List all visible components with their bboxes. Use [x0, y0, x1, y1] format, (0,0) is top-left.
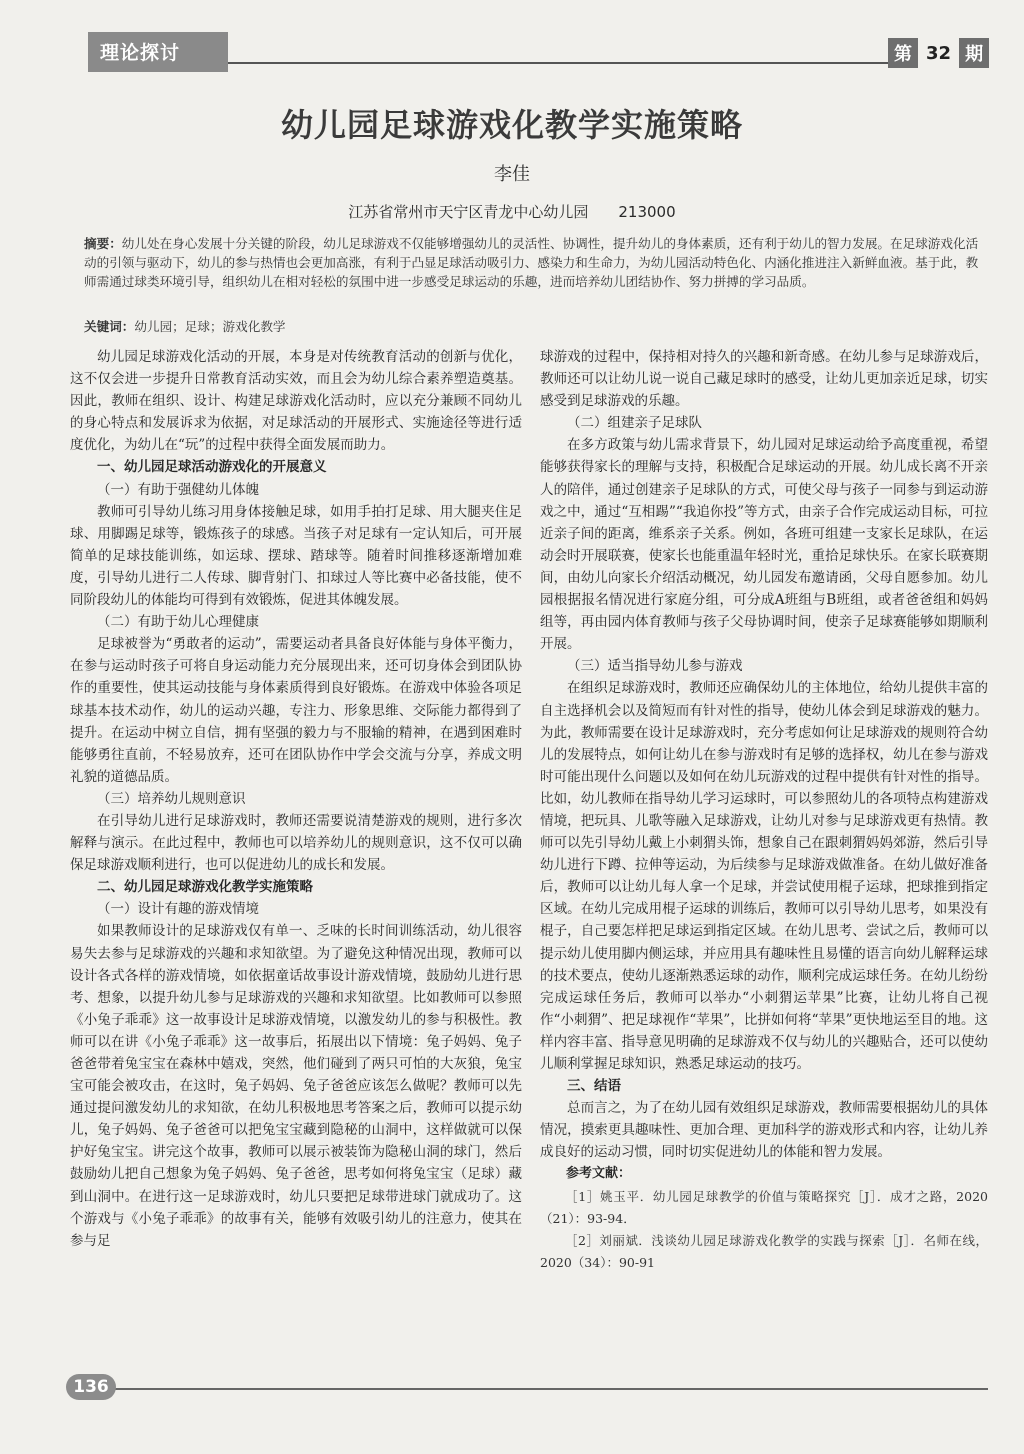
right-column	[540, 346, 988, 1274]
paragraph: 如果教师设计的足球游戏仅有单一、乏味的长时间训练活动，幼儿很容易失去参与足球游戏的兴趣和求知欲望。为了避免这种情况出现，教师可以设计各式各样的游戏情境，如依据童话故事设计游戏情境，鼓励幼儿进行思考、想象，以提升幼儿参与足球游戏的兴趣和求知欲望。比如教师可以参照《小兔子乖乖》这一故事设计足球游戏情境，以激发幼儿的参与积极性。教师可以在讲《小兔子乖乖》这一故事后，拓展出以下情境：兔子妈妈、兔子爸爸带着兔宝宝在森林中嬉戏，突然，他们碰到了两只可怕的大灰狼，兔宝宝可能会被攻击，在这时，兔子妈妈、兔子爸爸应该怎么做呢？教师可以先通过提问激发幼儿的求知欲，在幼儿积极地思考答案之后，教师可以提示幼儿，兔子妈妈、兔子爸爸可以把兔宝宝藏到隐秘的山洞中，这样做就可以保护好兔宝宝。讲完这个故事，教师可以展示被装饰为隐秘山洞的球门，然后鼓励幼儿把自己想象为兔子妈妈、兔子爸爸，思考如何将兔宝宝（足球）藏到山洞中。在进行这一足球游戏时，幼儿只要把足球带进球门就成功了。这个游戏与《小兔子乖乖》的故事有关，能够有效吸引幼儿的注意力，使其在参与足	[70, 923, 522, 1249]
abstract-text: 幼儿处在身心发展十分关键的阶段，幼儿足球游戏不仅能够增强幼儿的灵活性、协调性，提升幼儿的身体素质，还有利于幼儿的智力发展。在足球游戏化活动的引领与驱动下，幼儿的参与热情也会更加高涨，有利于凸显足球活动吸引力、感染力和生命力，为幼儿园活动特色化、内涵化推进注入新鲜血液。基于此，教师需通过球类环境引导，组织幼儿在相对轻松的氛围中进一步感受足球运动的乐趣，进而培养幼儿团结协作、努力拼搏的学习品质。	[84, 236, 979, 289]
subsection-heading: （三）培养幼儿规则意识	[97, 790, 246, 807]
article-affiliation	[0, 201, 1024, 222]
page-number: 136	[66, 1374, 116, 1400]
issue-label	[888, 38, 989, 68]
article-author: 李佳	[494, 164, 530, 185]
subsection-heading: （一）有助于强健幼儿体魄	[97, 481, 259, 498]
issue-number: 32	[926, 42, 952, 64]
section-tag: 理论探讨	[100, 42, 181, 64]
abstract-label: 摘要：	[84, 236, 122, 251]
reference-item: ［1］姚玉平．幼儿园足球教学的价值与策略探究［J］．成才之路，2020（21）：93-94．	[540, 1188, 988, 1226]
article-title: 幼儿园足球游戏化教学实施策略	[280, 106, 743, 144]
affiliation-name: 江苏省常州市天宁区青龙中心幼儿园	[348, 203, 589, 221]
subsection-heading: （二）组建亲子足球队	[567, 415, 702, 432]
keywords-label: 关键词：	[84, 319, 135, 334]
left-column	[70, 346, 522, 1252]
paragraph: 总而言之，为了在幼儿园有效组织足球游戏，教师需要根据幼儿的具体情况，摸索更具趣味性、更加合理、更加科学的游戏形式和内容，让幼儿养成良好的运动习惯，同时切实促进幼儿的体能和智力发展。	[540, 1100, 988, 1161]
keywords	[84, 316, 986, 335]
issue-prefix: 第	[888, 38, 918, 68]
subsection-heading: （一）设计有趣的游戏情境	[97, 901, 259, 918]
affiliation-postcode: 213000	[618, 203, 676, 221]
header-rule	[228, 62, 888, 64]
paragraph: 足球被誉为“勇敢者的运动”，需要运动者具备良好体能与身体平衡力，在参与运动时孩子可将自身运动能力充分展现出来，还可切身体会到团队协作的重要性，使其运动技能与身体素质得到良好锻炼。在游戏中体验各项足球基本技术动作，幼儿的运动兴趣，专注力、形象思维、交际能力都得到了提升。在运动中树立自信，拥有坚强的毅力与不服输的精神，在遇到困难时能够勇往直前，不轻易放弃，还可在团队协作中学会交流与分享，养成文明礼貌的道德品质。	[70, 636, 522, 785]
references-heading: 参考文献：	[566, 1166, 632, 1182]
paragraph: 在组织足球游戏时，教师还应确保幼儿的主体地位，给幼儿提供丰富的自主选择机会以及简短而有针对性的指导，使幼儿体会到足球游戏的魅力。为此，教师需要在设计足球游戏时，充分考虑如何让足球游戏的规则符合幼儿的发展特点，如何让幼儿在参与游戏时有足够的选择权，幼儿在参与游戏时可能出现什么问题以及如何在幼儿玩游戏的过程中提供有针对性的指导。比如，幼儿教师在指导幼儿学习运球时，可以参照幼儿的各项特点构建游戏情境，把玩具、儿歌等融入足球游戏，让幼儿对参与足球游戏更有热情。教师可以先引导幼儿戴上小刺猬头饰，想象自己在跟刺猬妈妈郊游，然后引导幼儿进行下蹲、拉伸等运动，为后续参与足球游戏做准备。在幼儿做好准备后，教师可以让幼儿每人拿一个足球，并尝试使用棍子运球，把球推到指定区域。在幼儿完成用棍子运球的训练后，教师可以引导幼儿思考，如果没有棍子，自己要怎样把足球运到指定区域。在幼儿思考、尝试之后，教师可以提示幼儿使用脚内侧运球，并应用具有趣味性且易懂的语言向幼儿解释运球的技术要点，使幼儿逐渐熟悉运球的动作，顺利完成运球任务。在幼儿纷纷完成运球任务后，教师可以举办“小刺猬运苹果”比赛，让幼儿将自己视作“小刺猬”、把足球视作“苹果”，比拼如何将“苹果”更快地运至目的地。这样内容丰富、指导意见明确的足球游戏不仅与幼儿的兴趣贴合，还可以使幼儿顺利掌握足球知识，熟悉足球运动的技巧。	[540, 680, 988, 1072]
section-heading: 一、幼儿园足球活动游戏化的开展意义	[97, 459, 327, 476]
abstract	[84, 234, 986, 291]
paragraph: 幼儿园足球游戏化活动的开展，本身是对传统教育活动的创新与优化，这不仅会进一步提升日常教育活动实效，而且会为幼儿综合素养塑造奠基。因此，教师在组织、设计、构建足球游戏化活动时，应以充分兼顾不同幼儿的身心特点和发展诉求为依据，对足球活动的开展形式、实施途径等进行适度优化，为幼儿在“玩”的过程中获得全面发展而助力。	[70, 349, 522, 454]
keywords-text: 幼儿园；足球；游戏化教学	[134, 319, 286, 334]
paragraph: 在多方政策与幼儿需求背景下，幼儿园对足球运动给予高度重视，希望能够获得家长的理解与支持，积极配合足球运动的开展。幼儿成长离不开亲人的陪伴，通过创建亲子足球队的方式，可使父母与孩子一同参与到运动游戏之中，通过“互相踢”“我追你投”等方式，由亲子合作完成运动目标，可拉近亲子间的距离，维系亲子关系。例如，各班可组建一支家长足球队，在运动会时开展联赛，使家长也能重温年轻时光，重拾足球快乐。在家长联赛期间，由幼儿向家长介绍活动概况，幼儿园发布邀请函，父母自愿参加。幼儿园根据报名情况进行家庭分组，可分成A班组与B班组，或者爸爸组和妈妈组等，再由园内体育教师与孩子父母协调时间，使亲子足球赛能够如期顺利开展。	[540, 437, 988, 653]
section-heading: 二、幼儿园足球游戏化教学实施策略	[97, 879, 313, 896]
section-heading: 三、结语	[567, 1078, 621, 1095]
paragraph: 在引导幼儿进行足球游戏时，教师还需要说清楚游戏的规则，进行多次解释与演示。在此过程中，教师也可以培养幼儿的规则意识，这不仅可以确保足球游戏顺利进行，也可以促进幼儿的成长和发展。	[70, 812, 522, 874]
paragraph: 教师可引导幼儿练习用身体接触足球，如用手拍打足球、用大腿夹住足球、用脚踢足球等，锻炼孩子的球感。当孩子对足球有一定认知后，可开展简单的足球技能训练，如运球、摆球、踏球等。随着时间推移逐渐增加难度，引导幼儿进行二人传球、脚背射门、扣球过人等比赛中必备技能，使不同阶段幼儿的体能均可得到有效锻炼，促进其体魄发展。	[70, 503, 522, 609]
reference-item: ［2］刘丽斌．浅谈幼儿园足球游戏化教学的实践与探索［J］．名师在线，2020（34）：90-91	[540, 1232, 988, 1270]
footer-rule	[108, 1388, 988, 1390]
subsection-heading: （三）适当指导幼儿参与游戏	[567, 658, 743, 675]
issue-suffix: 期	[959, 38, 989, 68]
subsection-heading: （二）有助于幼儿心理健康	[97, 614, 259, 631]
paragraph: 球游戏的过程中，保持相对持久的兴趣和新奇感。在幼儿参与足球游戏后，教师还可以让幼儿说一说自己藏足球时的感受，让幼儿更加亲近足球，切实感受到足球游戏的乐趣。	[540, 349, 988, 410]
